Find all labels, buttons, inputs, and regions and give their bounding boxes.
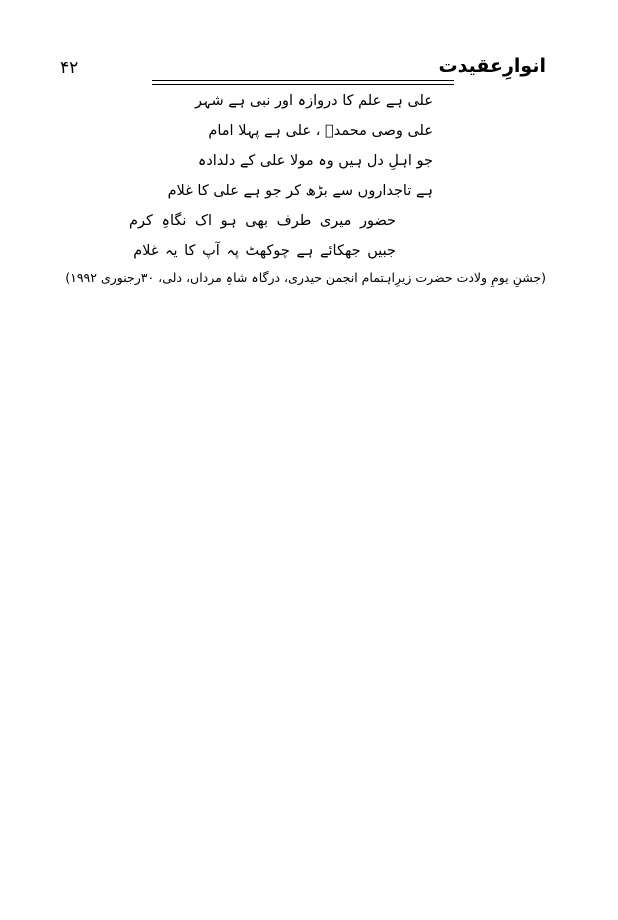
verse-line: جبیں جھکائے ہے چوکھٹ پہ آپ کا یہ غلام [133,243,396,259]
header-rule-bottom [152,84,454,85]
verse-line: جو اہلِ دل ہیں وہ مولا علی کے دلدادہ [197,153,433,169]
verse-line: علی وصی محمدؐ ، علی ہے پہلا امام [208,123,433,139]
occasion-note: (جشنِ یومِ ولادت حضرت زیرِاہتمام انجمن حیدری، درگاہ شاہِ مرداں، دلی، ۳۰رجنوری ۱۹۹۲) [65,270,546,285]
verse-line: ہے تاجداروں سے بڑھ کر جو ہے علی کا غلام [167,183,433,199]
header-rule-top [152,80,454,81]
verse-line: علی ہے علم کا دروازہ اور نبی ہے شہر [195,93,433,109]
running-title: انوارِعقیدت [438,55,546,77]
page-number: ۴۲ [60,58,79,78]
verse-line: حضور میری طرف بھی ہو اک نگاہِ کرم [129,213,396,229]
